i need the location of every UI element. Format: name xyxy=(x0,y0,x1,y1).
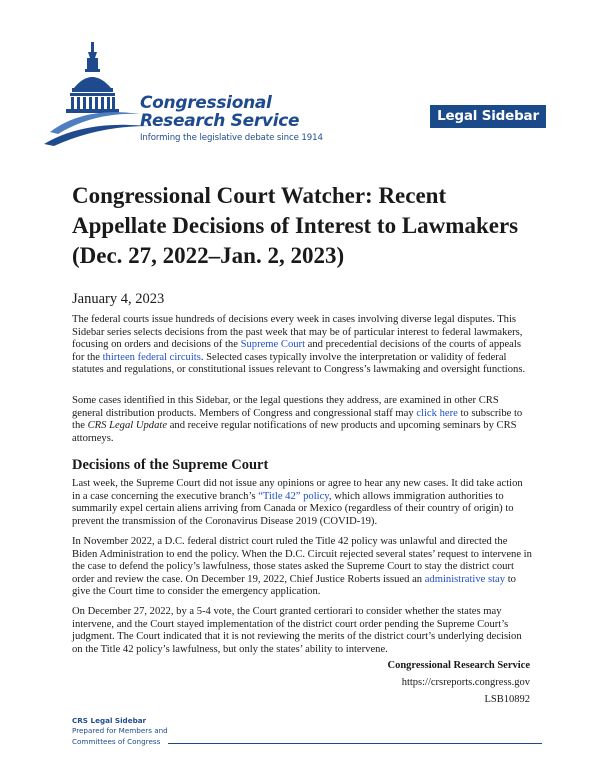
legal-sidebar-badge: Legal Sidebar xyxy=(430,105,546,128)
text-run: . Selected cases typically involve the interpretation or validity of federal statutes and regulations, or constitutional issues relevant to Congress’s lawmaking and oversight functions. xyxy=(72,351,526,376)
text-run: to give the Court time to consider the emergency application. xyxy=(72,573,516,598)
text-run: Some cases identified in this Sidebar, or the legal questions they address, are examined in other CRS general distribution products. Members of Congress and congressional staff may xyxy=(72,395,499,419)
crs-wordmark xyxy=(140,94,380,143)
signature-org: Congressional Research Service xyxy=(387,660,530,671)
section-heading: Decisions of the Supreme Court xyxy=(72,457,269,473)
text-run: to subscribe to the xyxy=(72,407,523,432)
wordmark-line1: Congressional xyxy=(140,93,272,113)
title-42-link[interactable]: “Title 42” policy xyxy=(258,490,329,502)
subscribe-link[interactable]: click here xyxy=(416,407,458,419)
text-run: The federal courts issue hundreds of decisions every week in cases involving diverse legal disputes. This Sidebar series selects decisions from the past week that may be of particular interest to federal lawmakers, focusing on orders and decisions of the xyxy=(72,314,523,351)
publication-name: CRS Legal Update xyxy=(87,420,168,432)
footer-series: CRS Legal Sidebar xyxy=(72,716,147,725)
publication-date: January 4, 2023 xyxy=(72,291,165,307)
section-paragraph-3: On December 27, 2022, by a 5-4 vote, the Court granted certiorari to consider whether the states may intervene, and the Court stayed implementation of the district court order pending the Supreme Court’s judgment. The Court indicated that it is not reviewing the merits of the district court’s underlying decision on the Title 42 policy’s lawfulness, but only the states’ ability to intervene. xyxy=(72,606,522,655)
signature-url: https://crsreports.congress.gov xyxy=(401,677,530,688)
report-id: LSB10892 xyxy=(484,694,530,705)
wordmark-line2: Research Service xyxy=(140,111,300,131)
footer-line-2: Prepared for Members and xyxy=(72,726,168,735)
intro-paragraph-2 xyxy=(72,395,532,445)
text-run: and receive regular notifications of new products and upcoming seminars by CRS attorneys. xyxy=(72,420,517,444)
text-run: and precedential decisions of the courts of appeals for the xyxy=(72,339,521,363)
page-title: Congressional Court Watcher: Recent Appellate Decisions of Interest to Lawmakers (Dec. 27, 2022–Jan. 2, 2023) xyxy=(72,183,519,268)
wordmark-tagline: Informing the legislative debate since 1914 xyxy=(140,133,323,143)
supreme-court-link[interactable]: Supreme Court xyxy=(240,339,306,351)
section-paragraph-1 xyxy=(72,478,532,528)
section-paragraph-2 xyxy=(72,536,532,599)
text-run: Last week, the Supreme Court did not issue any opinions or agree to hear any new cases. It did take action in a case concerning the executive branch’s xyxy=(72,478,523,502)
federal-circuits-link[interactable]: thirteen federal circuits xyxy=(102,351,201,363)
text-run: In November 2022, a D.C. federal district court ruled the Title 42 policy was unlawful and directed the Biden Administration to end the policy. When the D.C. Circuit rejected several states’ request to intervene in the case to defend the policy’s lawfulness, those states asked the Supreme Court to stay the district court order and review the case. On December 19, 2022, Chief Justice Roberts issued an xyxy=(72,536,532,585)
footer-divider xyxy=(168,743,542,744)
intro-paragraph-1 xyxy=(72,314,532,377)
text-run: , which allows immigration authorities to summarily expel certain aliens arriving from Canada or Mexico (regardless of their country of origin) to prevent the transmission of the Coronavirus Disease 2019 (COVID-19). xyxy=(72,490,514,527)
administrative-stay-link[interactable]: administrative stay xyxy=(424,573,506,585)
footer-line-3: Committees of Congress xyxy=(72,737,161,746)
